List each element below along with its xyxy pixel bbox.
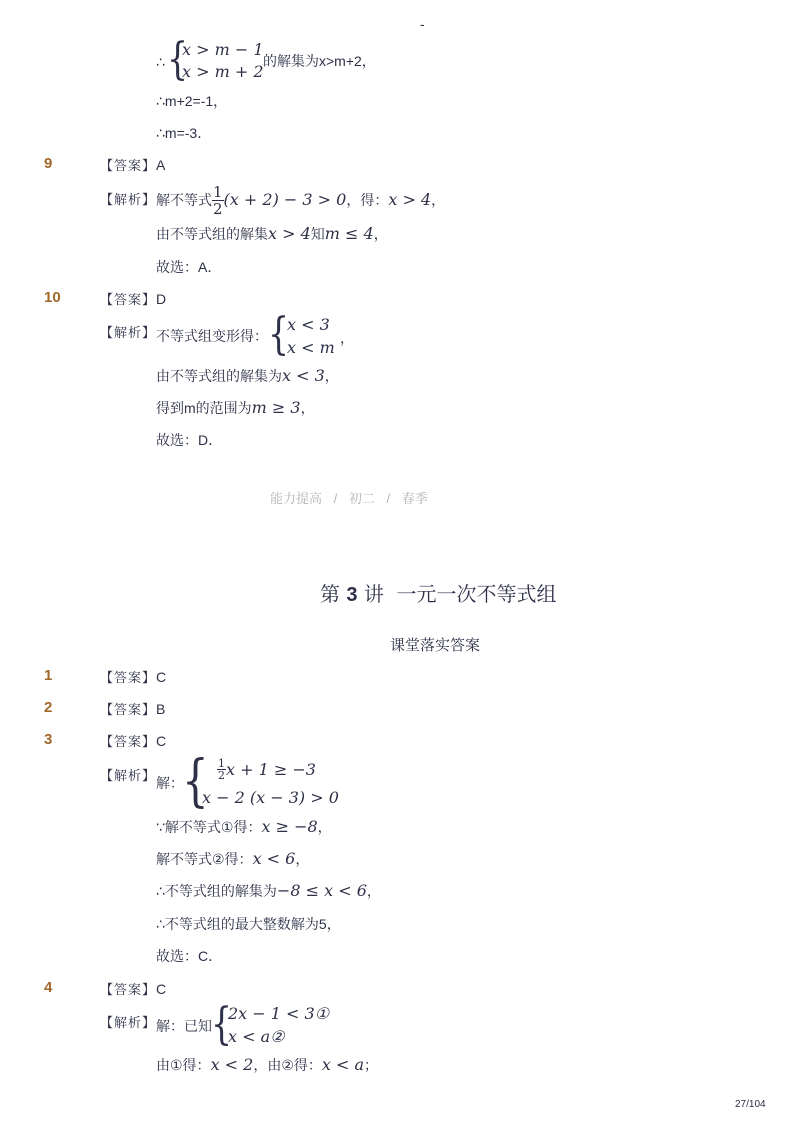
answer-tag: 【答案】 (100, 670, 157, 685)
analysis-text: ，由②得： (253, 1057, 322, 1073)
analysis-text: ， (431, 192, 446, 208)
fraction (217, 758, 226, 781)
analysis-tag: 【解析】 (100, 1015, 157, 1030)
system-brace: { (211, 999, 232, 1050)
answer-value: D (156, 291, 167, 307)
question-number: 4 (44, 979, 53, 996)
conclusion-line: 故选：A． (156, 259, 222, 275)
question-number: 2 (44, 699, 53, 716)
analysis-text: ， (295, 851, 310, 867)
analysis-line (156, 366, 339, 386)
system-line-2: x < m (287, 338, 335, 357)
system-line-2: x < a② (228, 1027, 285, 1046)
math-expression: x < 3 (282, 366, 325, 385)
answer-tag: 【答案】 (100, 702, 157, 717)
title-prefix: 第 (320, 582, 340, 606)
analysis-text: ，得： (346, 192, 389, 208)
therefore-symbol: ∴ (156, 54, 165, 70)
analysis-text: 由不等式组的解集 (156, 226, 268, 242)
lecture-title (320, 578, 557, 607)
top-mark: - (420, 16, 425, 32)
answer-value: A (156, 157, 166, 173)
analysis-line (156, 224, 388, 244)
analysis-text: 解： (156, 775, 184, 791)
question-number: 10 (44, 289, 61, 306)
footer-separator: / (333, 491, 338, 506)
analysis-text: ∵解不等式①得： (156, 819, 262, 835)
answer-value: B (156, 701, 166, 717)
math-expression: x < a (321, 1055, 365, 1074)
footer-item: 初二 (348, 491, 375, 506)
analysis-text: 知 (310, 226, 325, 242)
fraction (212, 184, 224, 217)
answer-value: C (156, 669, 167, 685)
answer-tag: 【答案】 (100, 982, 157, 997)
footer-item: 能力提高 (270, 491, 323, 506)
math-expression: (x + 2) − 3 > 0 (223, 190, 347, 209)
analysis-line: ∴不等式组的最大整数解为5， (156, 916, 341, 932)
answer-tag: 【答案】 (100, 734, 157, 749)
math-expression: x < 2 (210, 1055, 254, 1074)
section-subtitle: 课堂落实答案 (390, 636, 481, 654)
system-solution-text: 的解集为x>m+2， (263, 53, 376, 69)
question-number: 1 (44, 667, 53, 684)
answer-tag: 【答案】 (100, 292, 157, 307)
analysis-text: 由不等式组的解集为 (156, 368, 282, 384)
analysis-text: 解：已知 (156, 1018, 212, 1034)
analysis-text: ， (373, 226, 388, 242)
conclusion-line: 故选：C． (156, 948, 223, 964)
answer-value: C (156, 981, 167, 997)
analysis-text: ， (324, 368, 339, 384)
analysis-tag: 【解析】 (100, 192, 157, 207)
system-line-1: x > m − 1 (182, 40, 264, 59)
system-brace: { (268, 309, 289, 360)
math-expression: x > 4 (388, 190, 432, 209)
system-line-2: x − 2 (x − 3) > 0 (202, 788, 339, 807)
fraction-numerator: 1 (213, 182, 223, 201)
analysis-line (156, 881, 381, 901)
analysis-text: ， (300, 400, 315, 416)
analysis-line (156, 817, 332, 837)
system-line-1: x < 3 (287, 315, 330, 334)
math-expression: x < 6 (252, 849, 296, 868)
analysis-text: 得到m的范围为 (156, 400, 252, 416)
title-suffix: 讲 一元一次不等式组 (363, 582, 557, 606)
fraction-numerator: 1 (218, 757, 225, 770)
system-line-2: x > m + 2 (182, 62, 264, 81)
analysis-tag: 【解析】 (100, 768, 157, 783)
answer-value: C (156, 733, 167, 749)
analysis-text: ， (317, 819, 332, 835)
analysis-line (156, 182, 445, 218)
analysis-line (156, 1055, 378, 1075)
analysis-text: ， (340, 330, 354, 346)
fraction-denominator: 2 (213, 199, 223, 218)
analysis-text: ； (364, 1057, 379, 1073)
analysis-text: 解不等式②得： (156, 851, 253, 867)
step-line: ∴m=-3． (156, 125, 212, 141)
system-brace: { (167, 34, 188, 85)
math-expression: m ≤ 4 (324, 224, 374, 243)
analysis-tag: 【解析】 (100, 325, 157, 340)
analysis-text: 不等式组变形得： (156, 328, 268, 344)
math-expression: m ≥ 3 (251, 398, 301, 417)
step-line: ∴m+2=-1， (156, 93, 228, 109)
analysis-text: ， (366, 883, 381, 899)
question-number: 9 (44, 155, 53, 172)
analysis-line (156, 398, 315, 418)
analysis-text: ∴不等式组的解集为 (156, 883, 277, 899)
footer-item: 春季 (401, 491, 428, 506)
analysis-line (156, 849, 309, 869)
question-number: 3 (44, 731, 53, 748)
system-line-1: 2x − 1 < 3① (228, 1004, 330, 1023)
analysis-text: 由①得： (156, 1057, 211, 1073)
footer-separator: / (386, 491, 391, 506)
math-expression: x > 4 (268, 224, 311, 243)
page-footer (270, 488, 428, 507)
analysis-text: 解不等式 (156, 192, 212, 208)
fraction-denominator: 2 (218, 769, 225, 782)
math-expression: x + 1 ≥ −3 (226, 760, 316, 779)
title-number: 3 (346, 584, 358, 606)
system-brace: { (182, 749, 209, 814)
page-number: 27/104 (735, 1099, 766, 1110)
math-expression: x ≥ −8 (261, 817, 318, 836)
answer-tag: 【答案】 (100, 158, 157, 173)
conclusion-line: 故选：D． (156, 432, 223, 448)
math-expression: −8 ≤ x < 6 (276, 881, 367, 900)
system-line-1 (217, 758, 316, 781)
